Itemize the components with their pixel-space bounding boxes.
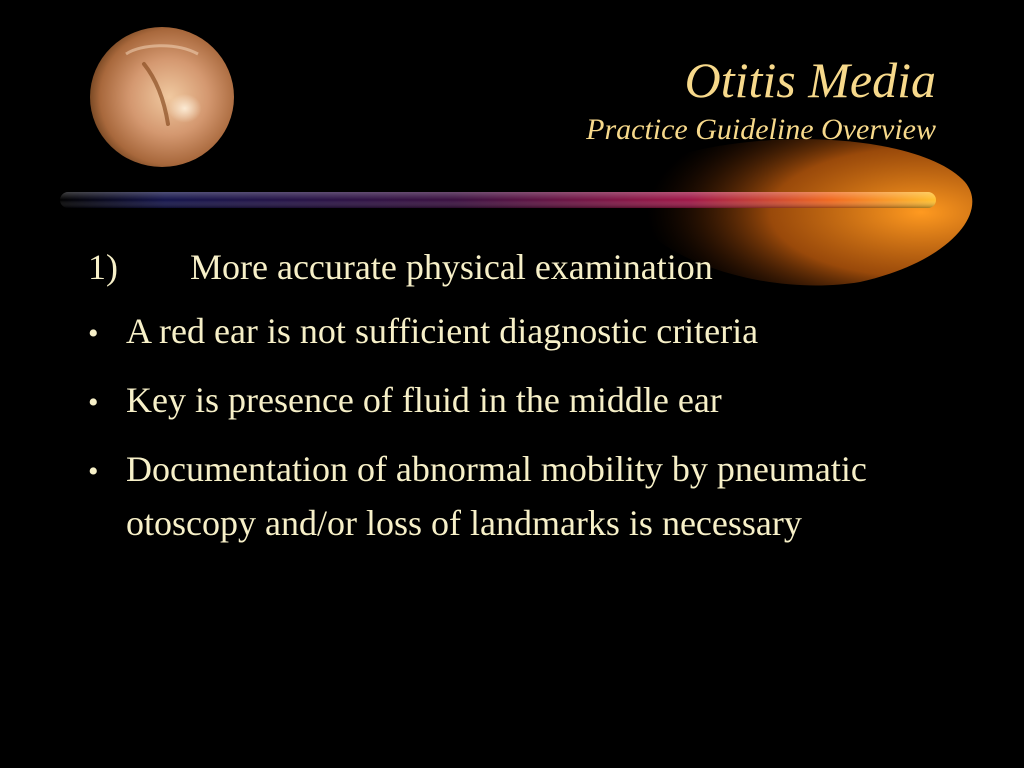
bullet-item	[88, 442, 948, 550]
bullet-item	[88, 304, 948, 361]
numbered-item	[88, 240, 948, 294]
eardrum-photo	[86, 24, 238, 170]
bullet-icon: •	[88, 455, 99, 488]
bullet-item	[88, 373, 948, 430]
title-block	[586, 50, 936, 148]
bullet-text: A red ear is not sufficient diagnostic criteria	[126, 311, 759, 351]
slide-subtitle: Practice Guideline Overview	[586, 113, 936, 146]
gradient-rule	[60, 186, 940, 214]
bullet-text: Documentation of abnormal mobility by pneumatic otoscopy and/or loss of landmarks is necessary	[126, 449, 867, 543]
bullet-icon: •	[88, 386, 99, 419]
item-number: 1)	[88, 247, 118, 287]
slide-content	[88, 240, 948, 562]
numbered-item-text: More accurate physical examination	[190, 247, 713, 287]
slide-title: Otitis Media	[684, 52, 936, 108]
bullet-icon: •	[88, 317, 99, 350]
bullet-text: Key is presence of fluid in the middle ear	[126, 380, 722, 420]
